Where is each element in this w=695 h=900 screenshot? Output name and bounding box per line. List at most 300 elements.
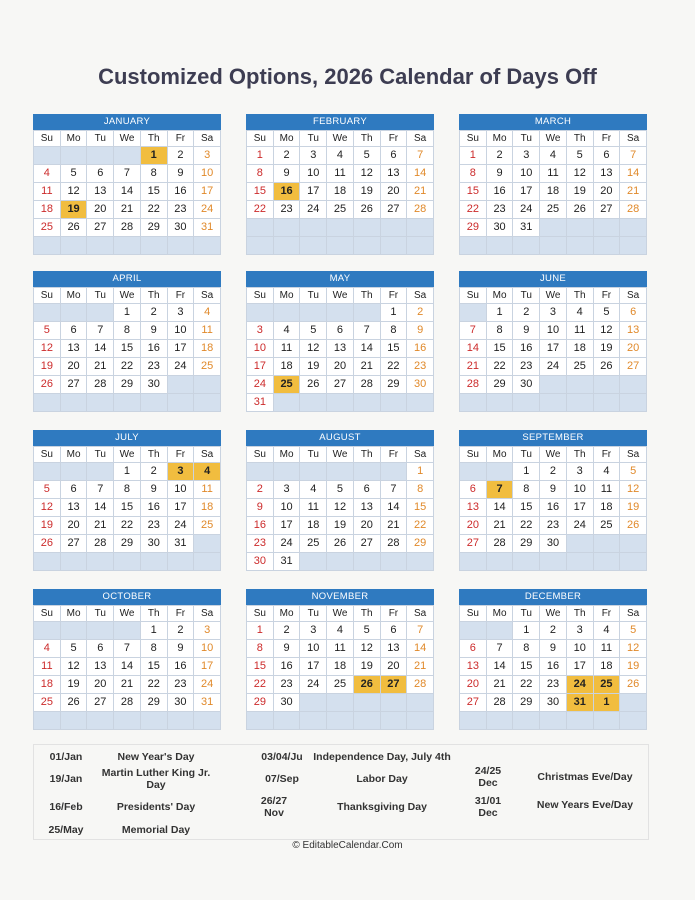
empty-cell bbox=[194, 376, 221, 394]
day-cell: 14 bbox=[620, 165, 647, 183]
day-cell: 8 bbox=[407, 481, 434, 499]
day-cell: 9 bbox=[274, 640, 301, 658]
empty-cell bbox=[300, 237, 327, 255]
day-cell: 4 bbox=[594, 622, 621, 640]
empty-cell bbox=[407, 694, 434, 712]
empty-cell bbox=[168, 376, 195, 394]
day-cell: 4 bbox=[567, 304, 594, 322]
weekday-label: Tu bbox=[87, 288, 114, 304]
empty-cell bbox=[61, 304, 88, 322]
holiday-date: 19/Jan bbox=[49, 773, 83, 785]
day-cell: 13 bbox=[460, 499, 487, 517]
empty-cell bbox=[61, 553, 88, 571]
day-cell: 28 bbox=[354, 376, 381, 394]
empty-cell bbox=[540, 219, 567, 237]
day-cell: 11 bbox=[274, 340, 301, 358]
day-cell: 3 bbox=[300, 622, 327, 640]
day-cell: 9 bbox=[168, 165, 195, 183]
day-cell: 2 bbox=[487, 147, 514, 165]
month-december bbox=[459, 589, 647, 730]
day-cell: 8 bbox=[513, 640, 540, 658]
day-cell: 24 bbox=[300, 676, 327, 694]
day-cell: 17 bbox=[247, 358, 274, 376]
day-cell: 15 bbox=[381, 340, 408, 358]
day-cell: 7 bbox=[354, 322, 381, 340]
empty-cell bbox=[407, 237, 434, 255]
weekday-label: Fr bbox=[381, 606, 408, 622]
weekday-label: Fr bbox=[168, 447, 195, 463]
month-september bbox=[459, 430, 647, 571]
empty-cell bbox=[594, 535, 621, 553]
weekday-label: Su bbox=[460, 131, 487, 147]
day-cell: 15 bbox=[114, 340, 141, 358]
holiday-name: Thanksgiving Day bbox=[337, 801, 427, 813]
day-cell: 10 bbox=[540, 322, 567, 340]
day-cell: 7 bbox=[114, 165, 141, 183]
day-cell: 6 bbox=[460, 640, 487, 658]
footer-credit: © EditableCalendar.Com bbox=[292, 840, 403, 851]
day-cell: 17 bbox=[194, 183, 221, 201]
month-days-grid bbox=[246, 446, 434, 571]
empty-cell bbox=[61, 712, 88, 730]
day-cell: 1 bbox=[114, 304, 141, 322]
weekday-label: Mo bbox=[61, 447, 88, 463]
day-cell: 19 bbox=[354, 183, 381, 201]
day-cell: 13 bbox=[87, 183, 114, 201]
empty-cell bbox=[34, 463, 61, 481]
empty-cell bbox=[381, 237, 408, 255]
day-cell: 16 bbox=[141, 499, 168, 517]
day-cell: 6 bbox=[87, 640, 114, 658]
day-cell: 19 bbox=[354, 658, 381, 676]
day-cell: 27 bbox=[381, 676, 408, 694]
empty-cell bbox=[168, 394, 195, 412]
day-cell: 14 bbox=[354, 340, 381, 358]
day-cell: 26 bbox=[61, 694, 88, 712]
weekday-label: Su bbox=[247, 288, 274, 304]
day-cell: 16 bbox=[274, 183, 301, 201]
day-cell: 29 bbox=[114, 535, 141, 553]
day-cell: 10 bbox=[247, 340, 274, 358]
day-cell: 11 bbox=[327, 165, 354, 183]
empty-cell bbox=[567, 219, 594, 237]
day-cell: 10 bbox=[567, 481, 594, 499]
day-cell: 5 bbox=[61, 640, 88, 658]
day-cell: 18 bbox=[34, 201, 61, 219]
empty-cell bbox=[513, 553, 540, 571]
day-cell: 18 bbox=[540, 183, 567, 201]
day-cell: 19 bbox=[620, 658, 647, 676]
day-cell: 5 bbox=[34, 322, 61, 340]
day-cell: 6 bbox=[460, 481, 487, 499]
day-cell: 13 bbox=[354, 499, 381, 517]
empty-cell bbox=[194, 712, 221, 730]
day-cell: 27 bbox=[381, 201, 408, 219]
empty-cell bbox=[168, 553, 195, 571]
day-cell: 12 bbox=[620, 481, 647, 499]
empty-cell bbox=[620, 237, 647, 255]
day-cell: 22 bbox=[513, 517, 540, 535]
day-cell: 20 bbox=[87, 676, 114, 694]
day-cell: 7 bbox=[114, 640, 141, 658]
day-cell: 28 bbox=[407, 676, 434, 694]
day-cell: 17 bbox=[513, 183, 540, 201]
day-cell: 30 bbox=[274, 694, 301, 712]
day-cell: 8 bbox=[141, 165, 168, 183]
day-cell: 18 bbox=[567, 340, 594, 358]
weekday-label: Su bbox=[34, 288, 61, 304]
day-cell: 1 bbox=[141, 622, 168, 640]
day-cell: 17 bbox=[168, 499, 195, 517]
empty-cell bbox=[460, 394, 487, 412]
weekday-label: Sa bbox=[194, 606, 221, 622]
month-days-grid bbox=[33, 446, 221, 571]
empty-cell bbox=[87, 712, 114, 730]
day-cell: 24 bbox=[247, 376, 274, 394]
empty-cell bbox=[194, 553, 221, 571]
empty-cell bbox=[407, 219, 434, 237]
empty-cell bbox=[594, 712, 621, 730]
empty-cell bbox=[34, 147, 61, 165]
day-cell: 20 bbox=[354, 517, 381, 535]
day-cell: 30 bbox=[141, 376, 168, 394]
day-cell: 7 bbox=[87, 322, 114, 340]
day-cell: 12 bbox=[34, 499, 61, 517]
weekday-label: We bbox=[114, 131, 141, 147]
weekday-label: Th bbox=[567, 288, 594, 304]
day-cell: 25 bbox=[34, 219, 61, 237]
day-cell: 27 bbox=[594, 201, 621, 219]
weekday-label: Tu bbox=[87, 606, 114, 622]
day-cell: 2 bbox=[141, 463, 168, 481]
day-cell: 25 bbox=[327, 201, 354, 219]
month-header: OCTOBER bbox=[33, 589, 221, 605]
day-cell: 30 bbox=[247, 553, 274, 571]
day-cell: 31 bbox=[274, 553, 301, 571]
day-cell: 4 bbox=[540, 147, 567, 165]
day-cell: 13 bbox=[87, 658, 114, 676]
day-cell: 17 bbox=[567, 658, 594, 676]
empty-cell bbox=[34, 553, 61, 571]
empty-cell bbox=[567, 376, 594, 394]
day-cell: 15 bbox=[247, 658, 274, 676]
day-cell: 13 bbox=[460, 658, 487, 676]
empty-cell bbox=[513, 712, 540, 730]
empty-cell bbox=[354, 712, 381, 730]
empty-cell bbox=[594, 394, 621, 412]
day-cell: 18 bbox=[194, 340, 221, 358]
day-cell: 5 bbox=[300, 322, 327, 340]
day-cell: 12 bbox=[34, 340, 61, 358]
empty-cell bbox=[141, 553, 168, 571]
empty-cell bbox=[327, 553, 354, 571]
day-cell: 15 bbox=[114, 499, 141, 517]
empty-cell bbox=[114, 394, 141, 412]
day-cell: 27 bbox=[61, 535, 88, 553]
empty-cell bbox=[407, 394, 434, 412]
day-cell: 18 bbox=[327, 658, 354, 676]
day-cell: 15 bbox=[513, 499, 540, 517]
empty-cell bbox=[300, 553, 327, 571]
weekday-label: Sa bbox=[194, 447, 221, 463]
empty-cell bbox=[141, 237, 168, 255]
day-cell: 8 bbox=[141, 640, 168, 658]
day-cell: 24 bbox=[194, 201, 221, 219]
day-cell: 24 bbox=[300, 201, 327, 219]
weekday-label: Su bbox=[247, 606, 274, 622]
empty-cell bbox=[274, 463, 301, 481]
month-october bbox=[33, 589, 221, 730]
weekday-label: We bbox=[114, 288, 141, 304]
day-cell: 19 bbox=[620, 499, 647, 517]
day-cell: 16 bbox=[513, 340, 540, 358]
empty-cell bbox=[87, 237, 114, 255]
day-cell: 14 bbox=[87, 340, 114, 358]
day-cell: 9 bbox=[540, 640, 567, 658]
day-cell: 8 bbox=[247, 640, 274, 658]
weekday-label: Tu bbox=[300, 131, 327, 147]
empty-cell bbox=[460, 463, 487, 481]
day-cell: 22 bbox=[407, 517, 434, 535]
day-cell: 28 bbox=[114, 694, 141, 712]
month-august bbox=[246, 430, 434, 571]
day-cell: 11 bbox=[194, 481, 221, 499]
empty-cell bbox=[274, 394, 301, 412]
day-cell: 12 bbox=[567, 165, 594, 183]
day-cell: 4 bbox=[274, 322, 301, 340]
day-cell: 30 bbox=[487, 219, 514, 237]
empty-cell bbox=[327, 694, 354, 712]
day-cell: 21 bbox=[114, 201, 141, 219]
month-days-grid bbox=[246, 287, 434, 412]
day-cell: 7 bbox=[620, 147, 647, 165]
day-cell: 16 bbox=[247, 517, 274, 535]
day-cell: 19 bbox=[34, 517, 61, 535]
weekday-label: Su bbox=[247, 131, 274, 147]
day-cell: 2 bbox=[274, 622, 301, 640]
day-cell: 5 bbox=[61, 165, 88, 183]
day-cell: 25 bbox=[194, 358, 221, 376]
day-cell: 2 bbox=[168, 147, 195, 165]
day-cell: 21 bbox=[487, 517, 514, 535]
day-cell: 17 bbox=[567, 499, 594, 517]
weekday-label: Mo bbox=[487, 606, 514, 622]
day-cell: 9 bbox=[141, 322, 168, 340]
day-cell: 19 bbox=[327, 517, 354, 535]
day-cell: 13 bbox=[61, 340, 88, 358]
day-cell: 27 bbox=[87, 694, 114, 712]
empty-cell bbox=[114, 237, 141, 255]
day-cell: 25 bbox=[34, 694, 61, 712]
day-cell: 4 bbox=[594, 463, 621, 481]
day-cell: 23 bbox=[513, 358, 540, 376]
empty-cell bbox=[247, 237, 274, 255]
weekday-label: Fr bbox=[594, 288, 621, 304]
day-cell: 21 bbox=[407, 658, 434, 676]
weekday-label: Su bbox=[460, 288, 487, 304]
day-cell: 29 bbox=[381, 376, 408, 394]
day-cell: 16 bbox=[487, 183, 514, 201]
day-cell: 4 bbox=[327, 147, 354, 165]
day-cell: 1 bbox=[247, 622, 274, 640]
empty-cell bbox=[327, 394, 354, 412]
day-cell: 27 bbox=[354, 535, 381, 553]
weekday-label: Tu bbox=[300, 606, 327, 622]
day-cell: 9 bbox=[168, 640, 195, 658]
day-cell: 2 bbox=[141, 304, 168, 322]
month-header: NOVEMBER bbox=[246, 589, 434, 605]
day-cell: 19 bbox=[300, 358, 327, 376]
holiday-name: Martin Luther King Jr. Day bbox=[101, 767, 211, 791]
empty-cell bbox=[87, 463, 114, 481]
day-cell: 3 bbox=[567, 622, 594, 640]
day-cell: 18 bbox=[594, 499, 621, 517]
day-cell: 28 bbox=[620, 201, 647, 219]
day-cell: 7 bbox=[487, 640, 514, 658]
weekday-label: We bbox=[540, 447, 567, 463]
day-cell: 24 bbox=[567, 517, 594, 535]
day-cell: 15 bbox=[141, 183, 168, 201]
empty-cell bbox=[274, 304, 301, 322]
day-cell: 4 bbox=[34, 165, 61, 183]
day-cell: 15 bbox=[247, 183, 274, 201]
day-cell: 29 bbox=[407, 535, 434, 553]
day-cell: 1 bbox=[513, 622, 540, 640]
empty-cell bbox=[487, 463, 514, 481]
day-cell: 6 bbox=[61, 481, 88, 499]
day-cell: 11 bbox=[594, 640, 621, 658]
month-header: JANUARY bbox=[33, 114, 221, 130]
day-cell: 3 bbox=[168, 304, 195, 322]
day-cell: 20 bbox=[381, 183, 408, 201]
empty-cell bbox=[354, 463, 381, 481]
empty-cell bbox=[194, 535, 221, 553]
weekday-label: We bbox=[540, 606, 567, 622]
day-cell: 30 bbox=[540, 694, 567, 712]
day-cell: 8 bbox=[460, 165, 487, 183]
day-cell: 16 bbox=[407, 340, 434, 358]
weekday-label: Th bbox=[141, 606, 168, 622]
day-cell: 7 bbox=[407, 147, 434, 165]
day-cell: 2 bbox=[513, 304, 540, 322]
day-cell: 16 bbox=[274, 658, 301, 676]
day-cell: 22 bbox=[114, 517, 141, 535]
empty-cell bbox=[567, 553, 594, 571]
day-cell: 21 bbox=[620, 183, 647, 201]
day-cell: 26 bbox=[567, 201, 594, 219]
weekday-label: Fr bbox=[381, 131, 408, 147]
day-cell: 10 bbox=[194, 640, 221, 658]
weekday-label: We bbox=[114, 447, 141, 463]
month-header: DECEMBER bbox=[459, 589, 647, 605]
day-cell: 6 bbox=[354, 481, 381, 499]
weekday-label: Su bbox=[34, 606, 61, 622]
day-cell: 27 bbox=[620, 358, 647, 376]
empty-cell bbox=[594, 553, 621, 571]
day-cell: 29 bbox=[487, 376, 514, 394]
day-cell: 13 bbox=[381, 165, 408, 183]
empty-cell bbox=[61, 147, 88, 165]
weekday-label: Mo bbox=[487, 447, 514, 463]
empty-cell bbox=[61, 237, 88, 255]
day-cell: 14 bbox=[114, 658, 141, 676]
weekday-label: We bbox=[540, 288, 567, 304]
day-cell: 22 bbox=[141, 676, 168, 694]
day-cell: 29 bbox=[141, 219, 168, 237]
holiday-date: 31/01 Dec bbox=[474, 795, 502, 819]
day-cell: 6 bbox=[381, 622, 408, 640]
empty-cell bbox=[300, 394, 327, 412]
empty-cell bbox=[487, 394, 514, 412]
day-cell: 9 bbox=[487, 165, 514, 183]
day-cell: 3 bbox=[274, 481, 301, 499]
day-cell: 17 bbox=[300, 658, 327, 676]
day-cell: 9 bbox=[141, 481, 168, 499]
empty-cell bbox=[540, 237, 567, 255]
day-cell: 4 bbox=[300, 481, 327, 499]
day-cell: 12 bbox=[594, 322, 621, 340]
day-cell: 25 bbox=[594, 676, 621, 694]
day-cell: 12 bbox=[300, 340, 327, 358]
day-cell: 4 bbox=[194, 463, 221, 481]
day-cell: 25 bbox=[594, 517, 621, 535]
weekday-label: Th bbox=[567, 131, 594, 147]
empty-cell bbox=[300, 712, 327, 730]
empty-cell bbox=[61, 394, 88, 412]
day-cell: 28 bbox=[87, 376, 114, 394]
month-header: APRIL bbox=[33, 271, 221, 287]
empty-cell bbox=[487, 237, 514, 255]
weekday-label: Fr bbox=[168, 131, 195, 147]
day-cell: 31 bbox=[194, 694, 221, 712]
day-cell: 27 bbox=[460, 694, 487, 712]
weekday-label: Fr bbox=[381, 288, 408, 304]
day-cell: 5 bbox=[567, 147, 594, 165]
weekday-label: Su bbox=[247, 447, 274, 463]
weekday-label: Sa bbox=[407, 606, 434, 622]
day-cell: 9 bbox=[274, 165, 301, 183]
day-cell: 22 bbox=[114, 358, 141, 376]
month-header: MARCH bbox=[459, 114, 647, 130]
empty-cell bbox=[487, 622, 514, 640]
holiday-name: New Years Eve/Day bbox=[536, 799, 634, 811]
empty-cell bbox=[354, 304, 381, 322]
day-cell: 30 bbox=[513, 376, 540, 394]
month-february bbox=[246, 114, 434, 255]
empty-cell bbox=[407, 712, 434, 730]
weekday-label: Tu bbox=[513, 447, 540, 463]
weekday-label: Tu bbox=[513, 606, 540, 622]
empty-cell bbox=[300, 219, 327, 237]
day-cell: 22 bbox=[247, 201, 274, 219]
month-header: AUGUST bbox=[246, 430, 434, 446]
empty-cell bbox=[460, 622, 487, 640]
empty-cell bbox=[300, 694, 327, 712]
month-days-grid bbox=[33, 287, 221, 412]
empty-cell bbox=[513, 394, 540, 412]
weekday-label: Mo bbox=[487, 288, 514, 304]
weekday-label: We bbox=[114, 606, 141, 622]
weekday-label: Tu bbox=[513, 131, 540, 147]
day-cell: 22 bbox=[487, 358, 514, 376]
weekday-label: Th bbox=[567, 606, 594, 622]
empty-cell bbox=[407, 553, 434, 571]
empty-cell bbox=[487, 553, 514, 571]
empty-cell bbox=[620, 712, 647, 730]
day-cell: 23 bbox=[247, 535, 274, 553]
day-cell: 30 bbox=[168, 694, 195, 712]
day-cell: 23 bbox=[141, 517, 168, 535]
